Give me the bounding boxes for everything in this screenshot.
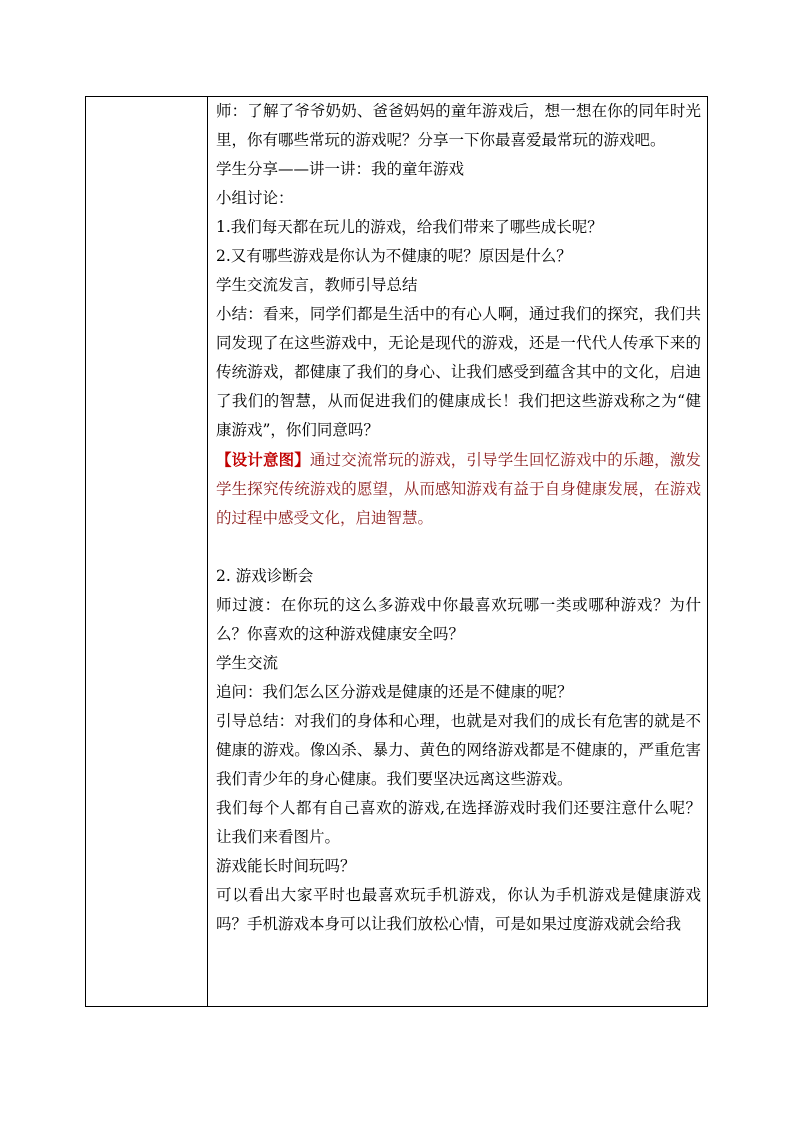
design-intent-tag: 【设计意图】 bbox=[216, 450, 310, 469]
discussion-question-1: 1.我们每天都在玩儿的游戏，给我们带来了哪些成长呢？ bbox=[216, 218, 603, 236]
summary-paragraph: 小结：看来，同学们都是生活中的有心人啊，通过我们的探究，我们共同发现了在这些游戏中，无论是现代的游戏，还是一代代人传承下来的传统游戏，都健康了我们的身心、让我们感受到蕴含其中的文化，启迪了我们的智慧，从而促进我们的健康成长！我们把这些游戏称之为“健康游戏”，你们同意吗？ bbox=[216, 305, 701, 439]
student-exchange-line: 学生交流发言，教师引导总结 bbox=[216, 276, 418, 294]
discussion-question-2: 2.又有哪些游戏是你认为不健康的呢？原因是什么？ bbox=[216, 247, 572, 265]
design-intent-paragraph bbox=[216, 445, 701, 533]
follow-up-question: 追问：我们怎么区分游戏是健康的还是不健康的呢？ bbox=[216, 683, 573, 701]
student-exchange-line-2: 学生交流 bbox=[216, 654, 279, 672]
group-discussion-heading: 小组讨论： bbox=[216, 189, 294, 207]
lesson-table bbox=[85, 96, 708, 1007]
left-cell bbox=[86, 97, 208, 1006]
content-cell bbox=[208, 97, 707, 1006]
teacher-intro-paragraph: 师：了解了爷爷奶奶、爸爸妈妈的童年游戏后，想一想在你的同年时光里，你有哪些常玩的游戏呢？分享一下你最喜爱最常玩的游戏吧。 bbox=[216, 102, 701, 149]
teacher-transition-paragraph: 师过渡：在你玩的这么多游戏中你最喜欢玩哪一类或哪种游戏？为什么？你喜欢的这种游戏健康安全吗？ bbox=[216, 596, 701, 643]
long-play-question: 游戏能长时间玩吗？ bbox=[216, 857, 356, 875]
design-intent-text: 通过交流常玩的游戏，引导学生回忆游戏中的乐趣，激发学生探究传统游戏的愿望，从而感知游戏有益于自身健康发展，在游戏的过程中感受文化，启迪智慧。 bbox=[216, 451, 701, 527]
section-2-heading: 2. 游戏诊断会 bbox=[216, 567, 314, 585]
guided-summary-paragraph: 引导总结：对我们的身体和心理，也就是对我们的成长有危害的就是不健康的游戏。像凶杀、暴力、黄色的网络游戏都是不健康的，严重危害我们青少年的身心健康。我们要坚决远离这些游戏。 bbox=[216, 712, 701, 788]
choose-game-paragraph: 我们每个人都有自己喜欢的游戏,在选择游戏时我们还要注意什么呢？让我们来看图片。 bbox=[216, 799, 701, 846]
mobile-game-paragraph: 可以看出大家平时也最喜欢玩手机游戏，你认为手机游戏是健康游戏吗？手机游戏本身可以让我们放松心情，可是如果过度游戏就会给我 bbox=[216, 886, 701, 933]
student-share-line: 学生分享——讲一讲：我的童年游戏 bbox=[216, 160, 465, 178]
spacer bbox=[216, 533, 701, 562]
